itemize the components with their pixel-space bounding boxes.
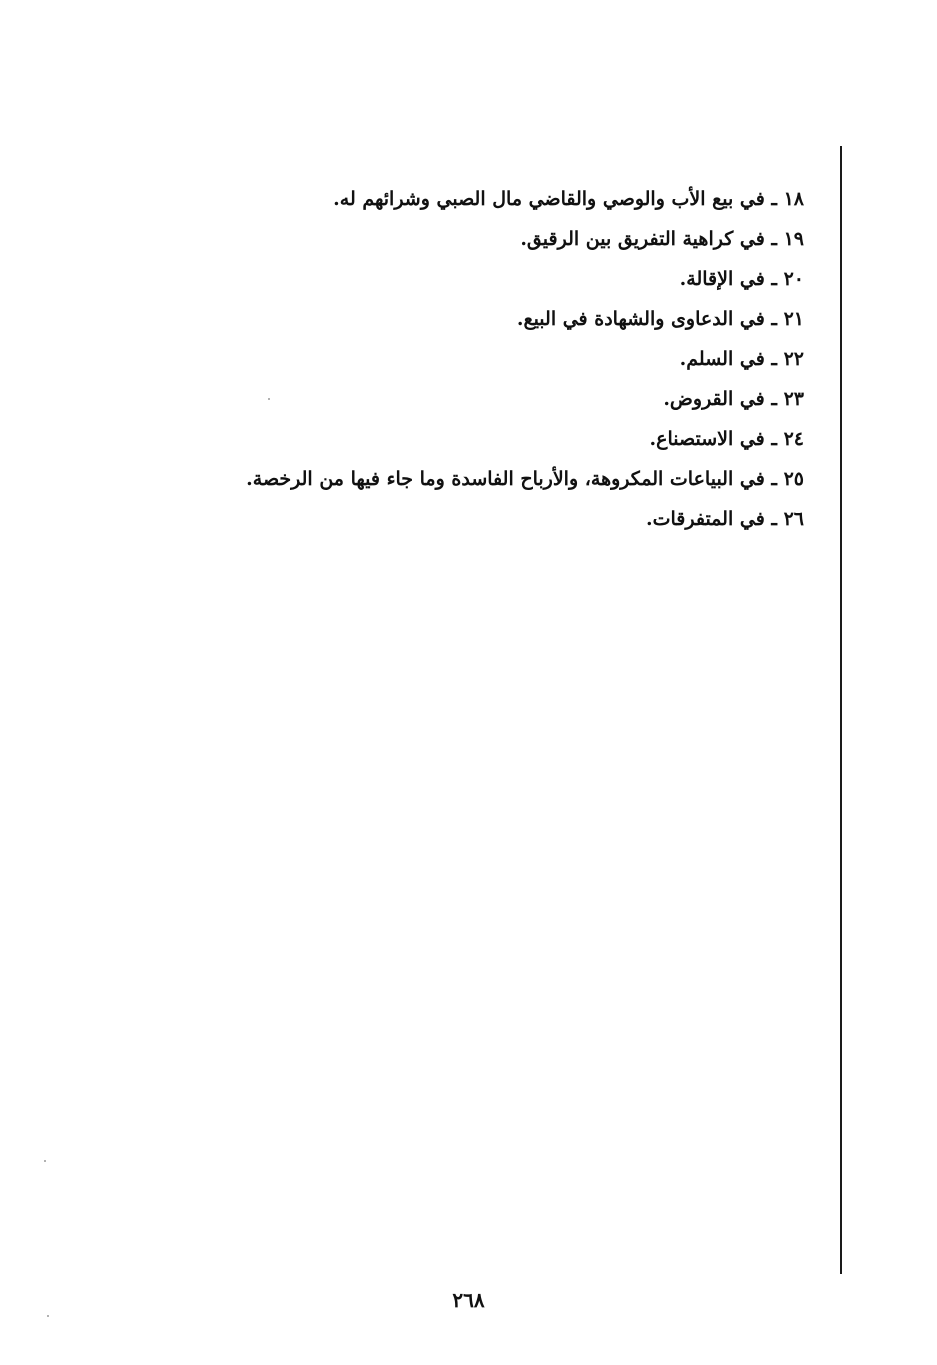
contents-list [184, 179, 804, 539]
list-item: ٢٢ ـ في السلم. [679, 348, 804, 370]
scan-speck [44, 1160, 46, 1162]
list-item: ٢٠ ـ في الإقالة. [679, 268, 804, 290]
list-item: ٢٣ ـ في القروض. [663, 388, 804, 410]
list-item: ١٨ ـ في بيع الأب والوصي والقاضي مال الصبي وشرائهم له. [333, 188, 804, 210]
list-item: ١٩ ـ في كراهية التفريق بين الرقيق. [520, 228, 804, 250]
list-item: ٢٦ ـ في المتفرقات. [645, 508, 804, 530]
scan-speck [47, 1315, 49, 1317]
scan-speck [268, 398, 270, 400]
margin-vertical-rule [840, 146, 842, 1274]
page-number: ٢٦٨ [452, 1288, 485, 1312]
list-item: ٢١ ـ في الدعاوى والشهادة في البيع. [516, 308, 804, 330]
list-item: ٢٤ ـ في الاستصناع. [649, 428, 804, 450]
list-item: ٢٥ ـ في البياعات المكروهة، والأرباح الفاسدة وما جاء فيها من الرخصة. [246, 468, 804, 490]
